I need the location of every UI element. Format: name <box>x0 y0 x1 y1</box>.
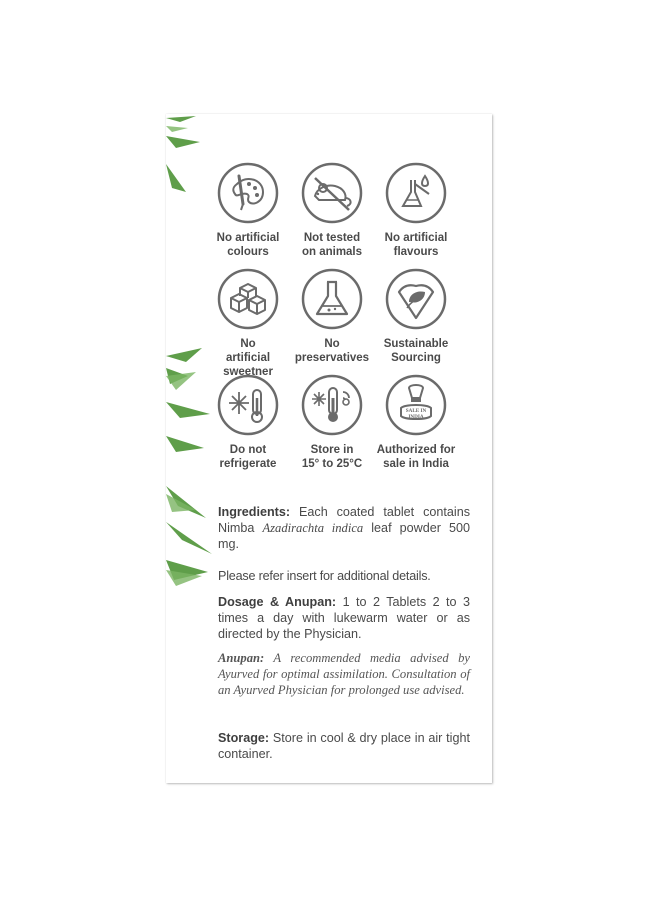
snowflake-thermometer-icon <box>217 374 279 436</box>
badge-do-not-refrigerate: Do not refrigerate <box>200 374 296 471</box>
storage-label: Storage: <box>218 731 270 745</box>
insert-note: Please refer insert for additional details. <box>218 569 431 583</box>
dosage-section: Dosage & Anupan: 1 to 2 Tablets 2 to 3 times a day with lukewarm water or as directed by the Physician. <box>218 595 470 641</box>
svg-text:SALE IN: SALE IN <box>405 408 427 414</box>
badge-sustainable-sourcing: Sustainable Sourcing <box>368 268 464 365</box>
badge-authorized-sale-in-india: SALE IN INDIA Authorized for sale in India <box>368 374 464 471</box>
sale-in-india-stamp-icon <box>385 374 447 436</box>
beaker-icon <box>301 268 363 330</box>
ingredients-section: Ingredients: Each coated tablet contains Nimba Azadirachta indica leaf powder 500 mg. <box>218 505 470 551</box>
sugar-cubes-icon <box>217 268 279 330</box>
anupan-section: Anupan: A recommended media advised by Ayurved for optimal assimilation. Consultation of an Ayurved Physician for prolonged use advised. <box>218 651 470 697</box>
product-info-panel <box>166 114 492 783</box>
mouse-icon <box>301 162 363 224</box>
palette-brush-icon <box>217 162 279 224</box>
badge-no-preservatives: No preservatives <box>284 268 380 365</box>
badge-no-artificial-colours: No artificial colours <box>200 162 296 259</box>
dosage-label: Dosage & Anupan: <box>218 595 337 609</box>
badge-no-artificial-sweetner: No artificial sweetner <box>200 268 296 379</box>
badge-no-artificial-flavours: No artificial flavours <box>368 162 464 259</box>
storage-section: Storage: Store in cool & dry place in air tight container. <box>218 731 470 761</box>
badge-store-temperature: Store in 15° to 25°C <box>284 374 380 471</box>
svg-text:INDIA: INDIA <box>408 414 424 420</box>
leaf-shield-icon <box>385 268 447 330</box>
badge-not-tested-on-animals: Not tested on animals <box>284 162 380 259</box>
anupan-label: Anupan: <box>218 651 265 665</box>
flask-drop-icon <box>385 162 447 224</box>
ingredients-label: Ingredients: <box>218 505 291 519</box>
temperature-icon <box>301 374 363 436</box>
botanical-name: Azadirachta indica <box>262 521 364 535</box>
